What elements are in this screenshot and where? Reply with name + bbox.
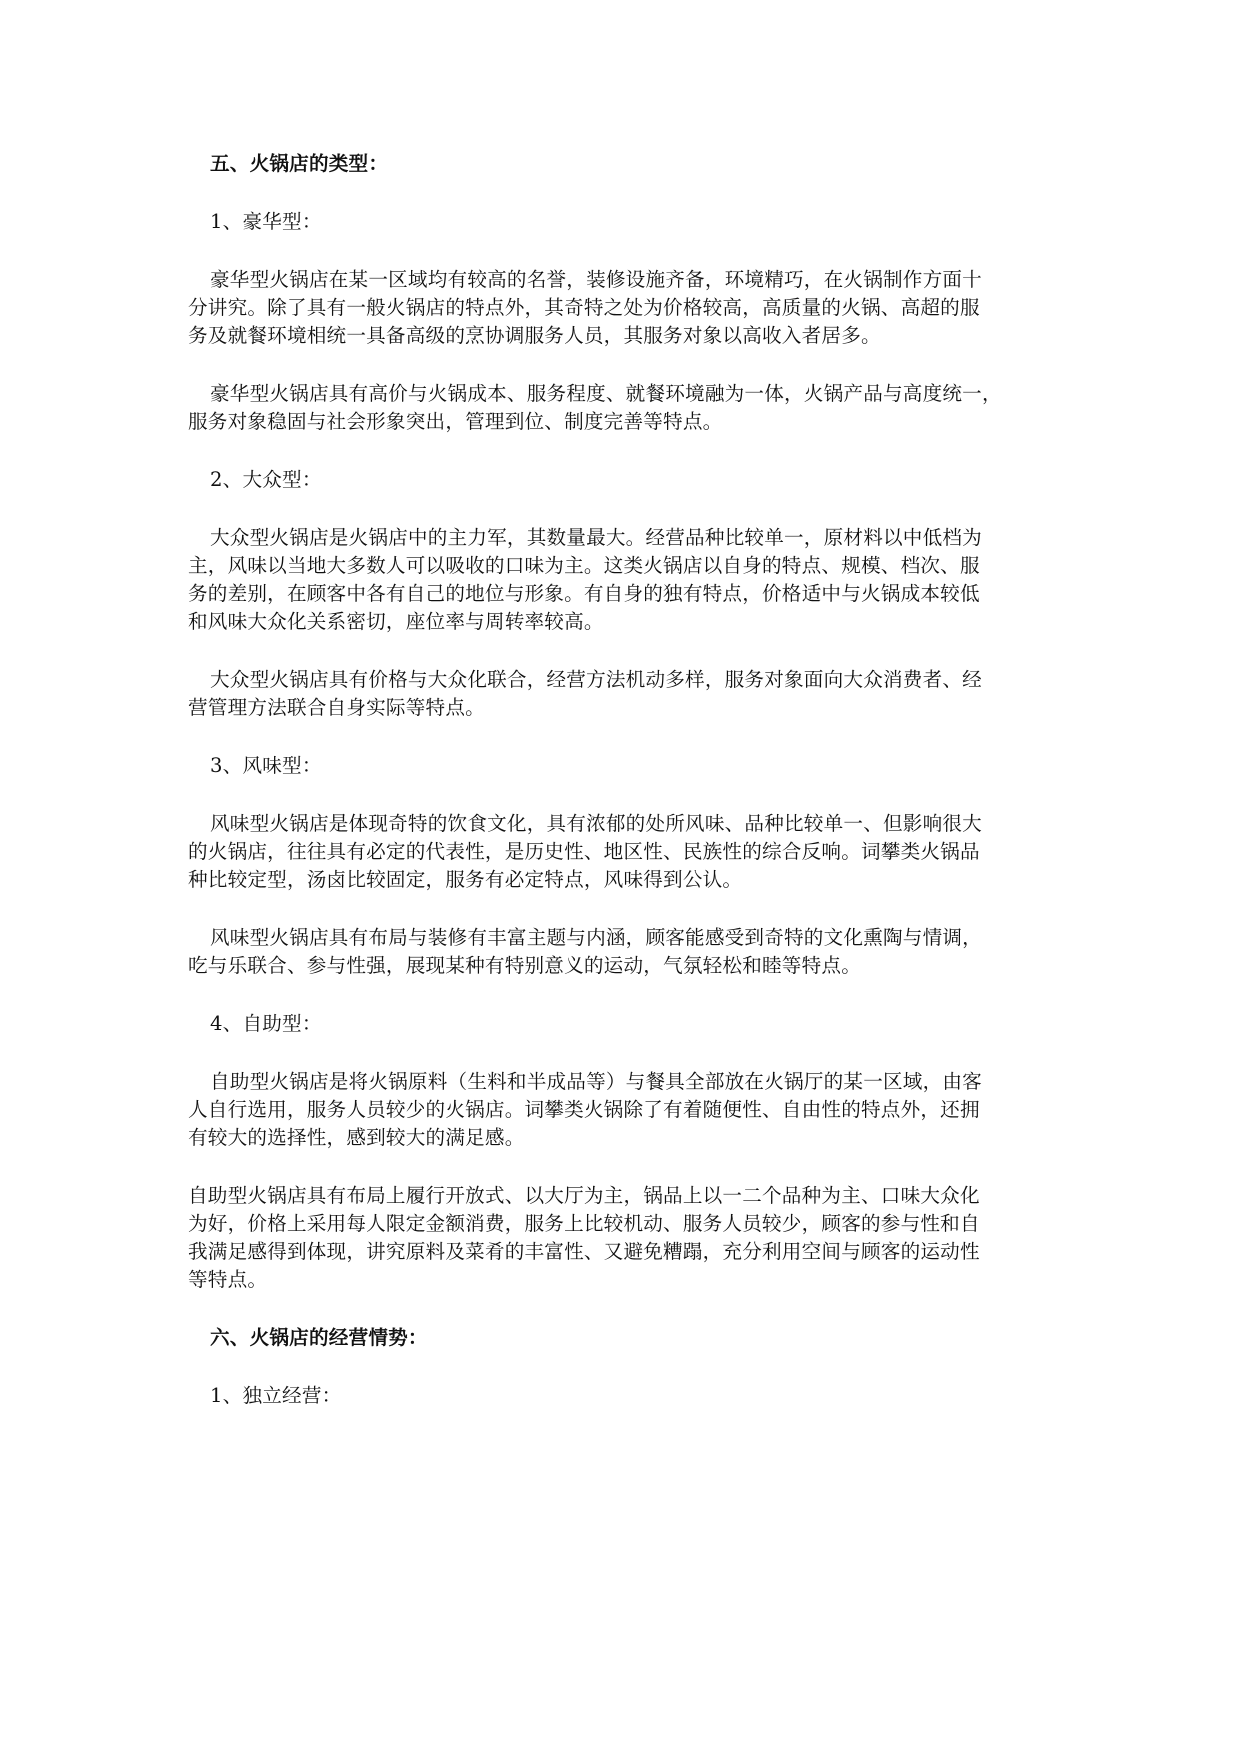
paragraph-mass-2 xyxy=(188,666,1061,722)
text-line: 风味型火锅店具有布局与装修有丰富主题与内涵，顾客能感受到奇特的文化熏陶与情调， xyxy=(210,926,982,949)
item-title-flavor: 3、风味型： xyxy=(210,754,322,777)
text-line: 和风味大众化关系密切，座位率与周转率较高。 xyxy=(188,610,604,633)
text-line: 分讲究。除了具有一般火锅店的特点外，其奇特之处为价格较高，高质量的火锅、高超的服 xyxy=(188,296,980,319)
text-line: 的火锅店，往往具有必定的代表性，是历史性、地区性、民族性的综合反响。词攀类火锅品 xyxy=(188,840,980,863)
item-title-buffet: 4、自助型： xyxy=(210,1012,322,1035)
text-line: 自助型火锅店是将火锅原料（生料和半成品等）与餐具全部放在火锅厅的某一区域，由客 xyxy=(210,1070,982,1093)
text-line: 豪华型火锅店在某一区域均有较高的名誉，装修设施齐备，环境精巧，在火锅制作方面十 xyxy=(210,268,982,291)
text-line: 我满足感得到体现，讲究原料及菜肴的丰富性、又避免糟蹋，充分利用空间与顾客的运动性 xyxy=(188,1240,980,1263)
text-line: 种比较定型，汤卤比较固定，服务有必定特点，风味得到公认。 xyxy=(188,868,743,891)
text-line: 人自行选用，服务人员较少的火锅店。词攀类火锅除了有着随便性、自由性的特点外，还拥 xyxy=(188,1098,980,1121)
text-line: 为好，价格上采用每人限定金额消费，服务上比较机动、服务人员较少，顾客的参与性和自 xyxy=(188,1212,980,1235)
text-line: 自助型火锅店具有布局上履行开放式、以大厅为主，锅品上以一二个品种为主、口味大众化 xyxy=(188,1184,980,1207)
document-body xyxy=(188,150,1061,1410)
text-line: 服务对象稳固与社会形象突出，管理到位、制度完善等特点。 xyxy=(188,410,723,433)
section-heading-5: 五、火锅店的类型： xyxy=(210,152,389,175)
paragraph-mass-1 xyxy=(188,524,1061,636)
section-heading-6: 六、火锅店的经营情势： xyxy=(210,1326,428,1349)
paragraph-buffet-1 xyxy=(188,1068,1061,1152)
item-title-luxury: 1、豪华型： xyxy=(210,210,322,233)
paragraph-flavor-2 xyxy=(188,924,1061,980)
paragraph-flavor-1 xyxy=(188,810,1061,894)
text-line: 大众型火锅店是火锅店中的主力军，其数量最大。经营品种比较单一，原材料以中低档为 xyxy=(210,526,982,549)
text-line: 吃与乐联合、参与性强，展现某种有特别意义的运动，气氛轻松和睦等特点。 xyxy=(188,954,861,977)
text-line: 务的差别，在顾客中各有自己的地位与形象。有自身的独有特点，价格适中与火锅成本较低 xyxy=(188,582,980,605)
item-title-mass: 2、大众型： xyxy=(210,468,322,491)
text-line: 主，风味以当地大多数人可以吸收的口味为主。这类火锅店以自身的特点、规模、档次、服 xyxy=(188,554,980,577)
text-line: 等特点。 xyxy=(188,1268,268,1291)
text-line: 风味型火锅店是体现奇特的饮食文化，具有浓郁的处所风味、品种比较单一、但影响很大 xyxy=(210,812,982,835)
item-title-independent: 1、独立经营： xyxy=(210,1384,342,1407)
text-line: 豪华型火锅店具有高价与火锅成本、服务程度、就餐环境融为一体，火锅产品与高度统一， xyxy=(210,382,1002,405)
paragraph-luxury-2 xyxy=(188,380,1061,436)
text-line: 务及就餐环境相统一具备高级的烹协调服务人员，其服务对象以高收入者居多。 xyxy=(188,324,881,347)
text-line: 营管理方法联合自身实际等特点。 xyxy=(188,696,485,719)
text-line: 有较大的选择性，感到较大的满足感。 xyxy=(188,1126,525,1149)
text-line: 大众型火锅店具有价格与大众化联合，经营方法机动多样，服务对象面向大众消费者、经 xyxy=(210,668,982,691)
paragraph-luxury-1 xyxy=(188,266,1061,350)
paragraph-buffet-2 xyxy=(188,1182,1061,1294)
